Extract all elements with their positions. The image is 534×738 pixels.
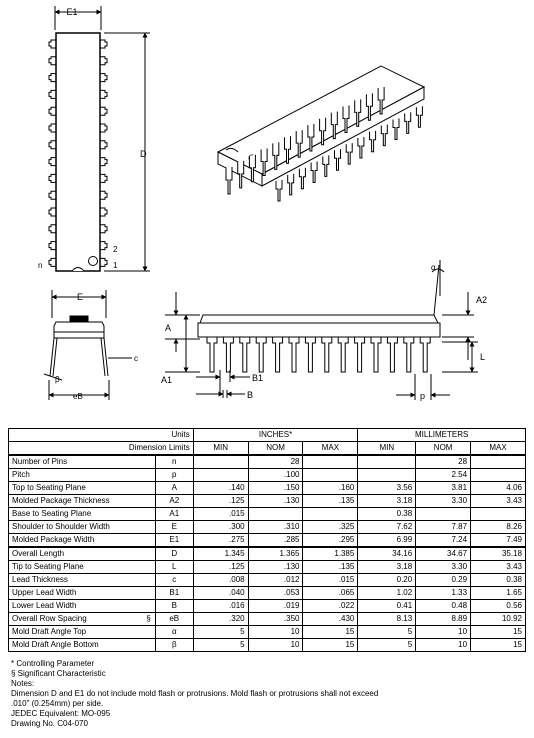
cell-mm-nom: 3.30: [416, 561, 471, 574]
pin-lead-right: [100, 90, 107, 98]
cell-mm-nom: 10: [416, 639, 471, 652]
cell-in-max: [303, 508, 358, 521]
pin-lead-left: [49, 74, 56, 82]
cell-mm-min: 7.62: [358, 521, 416, 534]
cell-mm-max: [471, 469, 526, 482]
header-dim-limits: Dimension Limits: [9, 442, 194, 456]
cell-mm-min: 3.18: [358, 561, 416, 574]
cell-in-nom: .150: [248, 482, 303, 495]
cell-in-nom: .012: [248, 574, 303, 587]
dim-c-label: c: [134, 354, 138, 363]
row-name: Base to Seating Plane: [9, 508, 156, 521]
cell-in-nom: 10: [248, 639, 303, 652]
cell-mm-max: 35.18: [471, 547, 526, 561]
cell-in-nom: .100: [248, 469, 303, 482]
cell-mm-nom: 10: [416, 626, 471, 639]
dim-eb-label: eB: [73, 392, 83, 401]
cell-in-nom: 10: [248, 626, 303, 639]
pin-lead-left: [49, 158, 56, 166]
row-name: Number of Pins: [9, 455, 156, 469]
cell-in-nom: .130: [248, 495, 303, 508]
dim-a-label: A: [165, 323, 172, 333]
cell-mm-min: 0.20: [358, 574, 416, 587]
side-pin: [223, 337, 233, 372]
row-name: Lower Lead Width: [9, 600, 156, 613]
cell-in-min: 5: [193, 626, 248, 639]
dim-b1-label: B1: [252, 373, 264, 383]
angle-beta-label: β: [55, 375, 60, 384]
row-name: Upper Lead Width: [9, 587, 156, 600]
cell-in-nom: .053: [248, 587, 303, 600]
side-pin: [305, 337, 315, 372]
side-pin: [322, 337, 332, 372]
side-pin: [207, 337, 217, 372]
cell-mm-max: [471, 455, 526, 469]
note-flash: Dimension D and E1 do not include mold flash or protrusions. Mold flash or protrusions shall not exceed: [11, 689, 379, 698]
pin-lead-right: [100, 40, 107, 48]
cell-in-min: .016: [193, 600, 248, 613]
side-view: [165, 260, 478, 400]
row-name: Molded Package Width: [9, 534, 156, 548]
pin-n-label: n: [38, 261, 43, 270]
note-significant: § Significant Characteristic: [11, 669, 106, 678]
cell-in-max: .160: [303, 482, 358, 495]
row-name: Overall Length: [9, 547, 156, 561]
row-name: Mold Draft Angle Bottom: [9, 639, 156, 652]
row-name: Tip to Seating Plane: [9, 561, 156, 574]
row-name: Lead Thickness: [9, 574, 156, 587]
cell-mm-nom: 28: [416, 455, 471, 469]
pin-lead-left: [49, 57, 56, 65]
dim-b-label: B: [247, 390, 254, 400]
cell-mm-max: 0.56: [471, 600, 526, 613]
header-mm: MILLIMETERS: [358, 429, 526, 442]
cell-in-max: .430: [303, 613, 358, 626]
cell-in-min: .125: [193, 495, 248, 508]
cell-in-min: .300: [193, 521, 248, 534]
dim-a1-label: A1: [161, 375, 173, 385]
cell-in-min: [193, 469, 248, 482]
cell-in-min: .125: [193, 561, 248, 574]
pin-2-label: 2: [113, 245, 118, 254]
row-symbol: eB: [155, 613, 193, 626]
table-row: [9, 534, 526, 548]
cell-mm-min: 5: [358, 639, 416, 652]
iso-back-pin: [405, 112, 411, 133]
iso-back-pin: [381, 125, 387, 146]
cell-in-max: [303, 455, 358, 469]
cell-in-min: .008: [193, 574, 248, 587]
row-symbol: B: [155, 600, 193, 613]
pin-lead-right: [100, 57, 107, 65]
cell-in-min: 5: [193, 639, 248, 652]
cell-in-max: 1.385: [303, 547, 358, 561]
side-pin: [338, 337, 348, 372]
header-in-max: MAX: [303, 442, 358, 456]
pin-lead-left: [49, 225, 56, 233]
note-drawing-no: Drawing No. C04-070: [11, 719, 88, 728]
row-symbol: B1: [155, 587, 193, 600]
isometric-view: [218, 66, 424, 201]
table-row: [9, 521, 526, 534]
cell-mm-min: [358, 469, 416, 482]
cell-mm-min: 3.18: [358, 495, 416, 508]
cell-in-nom: 1.365: [248, 547, 303, 561]
cell-mm-max: 3.43: [471, 561, 526, 574]
dimension-table: [8, 428, 526, 652]
cell-in-max: .135: [303, 495, 358, 508]
header-in-nom: NOM: [248, 442, 303, 456]
note-jedec: JEDEC Equivalent: MO-095: [11, 709, 111, 718]
row-name: Molded Package Thickness: [9, 495, 156, 508]
note-flash-cont: .010" (0.254mm) per side.: [11, 699, 104, 708]
pin-lead-right: [100, 208, 107, 216]
dim-p-label: p: [420, 391, 426, 401]
cell-mm-nom: 3.81: [416, 482, 471, 495]
table-row: [9, 626, 526, 639]
side-pin: [404, 337, 414, 372]
iso-back-pin: [323, 155, 329, 176]
side-pin: [273, 337, 283, 372]
pin-lead-left: [49, 124, 56, 132]
row-symbol: β: [155, 639, 193, 652]
cell-mm-nom: 3.30: [416, 495, 471, 508]
cell-mm-nom: 7.24: [416, 534, 471, 548]
cell-mm-min: 0.41: [358, 600, 416, 613]
pin-lead-left: [49, 107, 56, 115]
pin-lead-right: [100, 225, 107, 233]
row-symbol: E1: [155, 534, 193, 548]
cell-mm-nom: 0.29: [416, 574, 471, 587]
iso-back-pin: [346, 143, 352, 164]
row-name: Pitch: [9, 469, 156, 482]
table-row: [9, 600, 526, 613]
cell-in-max: .295: [303, 534, 358, 548]
pin-lead-right: [100, 74, 107, 82]
cell-mm-min: 1.02: [358, 587, 416, 600]
cell-mm-min: 3.56: [358, 482, 416, 495]
iso-back-pin: [311, 162, 317, 183]
cell-mm-nom: 0.48: [416, 600, 471, 613]
pin-lead-right: [100, 174, 107, 182]
dim-l-label: L: [480, 352, 486, 362]
pin-lead-right: [100, 258, 107, 266]
table-row: [9, 547, 526, 561]
pin-lead-left: [49, 258, 56, 266]
cell-mm-max: 15: [471, 626, 526, 639]
cell-in-max: [303, 469, 358, 482]
cell-in-max: .135: [303, 561, 358, 574]
iso-back-pin: [335, 149, 341, 170]
cell-mm-nom: 7.87: [416, 521, 471, 534]
cell-in-max: .325: [303, 521, 358, 534]
cell-in-max: .065: [303, 587, 358, 600]
pin-lead-left: [49, 40, 56, 48]
header-units: Units: [9, 429, 194, 442]
cell-mm-min: 6.99: [358, 534, 416, 548]
notes: [11, 659, 378, 729]
table-row: [9, 508, 526, 521]
pin-lead-left: [49, 90, 56, 98]
pin-lead-right: [100, 124, 107, 132]
cell-mm-nom: 34.67: [416, 547, 471, 561]
row-symbol: p: [155, 469, 193, 482]
iso-front-pin: [226, 167, 232, 194]
cell-in-min: .275: [193, 534, 248, 548]
cell-mm-max: 8.26: [471, 521, 526, 534]
cell-in-min: .320: [193, 613, 248, 626]
cell-mm-min: [358, 455, 416, 469]
row-symbol: c: [155, 574, 193, 587]
table-row: [9, 495, 526, 508]
side-pin: [420, 337, 430, 372]
note-controlling: * Controlling Parameter: [11, 659, 95, 668]
cell-in-max: 15: [303, 626, 358, 639]
cell-in-max: .022: [303, 600, 358, 613]
side-pin: [387, 337, 397, 372]
row-name: Mold Draft Angle Top: [9, 626, 156, 639]
cell-mm-max: 7.49: [471, 534, 526, 548]
cell-in-min: [193, 455, 248, 469]
side-pin: [355, 337, 365, 372]
iso-back-pin: [416, 106, 422, 127]
header-mm-nom: NOM: [416, 442, 471, 456]
cell-in-min: 1.345: [193, 547, 248, 561]
side-pin: [371, 337, 381, 372]
pin-lead-right: [100, 191, 107, 199]
row-symbol: n: [155, 455, 193, 469]
iso-back-pin: [358, 137, 364, 158]
row-symbol: E: [155, 521, 193, 534]
significant-mark: §: [146, 614, 151, 623]
side-pin: [289, 337, 299, 372]
header-inches: INCHES*: [193, 429, 358, 442]
cell-mm-max: [471, 508, 526, 521]
dim-d-label: D: [140, 149, 147, 159]
cell-mm-nom: [416, 508, 471, 521]
table-row: [9, 587, 526, 600]
cell-mm-max: 4.06: [471, 482, 526, 495]
cell-in-nom: [248, 508, 303, 521]
iso-back-pin: [393, 119, 399, 140]
pin-lead-right: [100, 141, 107, 149]
side-pin: [240, 337, 250, 372]
iso-front-pin: [238, 161, 244, 188]
cell-in-min: .140: [193, 482, 248, 495]
cell-in-nom: .019: [248, 600, 303, 613]
pin-lead-left: [49, 208, 56, 216]
cell-mm-min: 0.38: [358, 508, 416, 521]
iso-back-pin: [276, 180, 282, 201]
cell-mm-max: 15: [471, 639, 526, 652]
cell-in-nom: 28: [248, 455, 303, 469]
note-heading: Notes:: [11, 679, 35, 688]
cell-in-max: 15: [303, 639, 358, 652]
header-mm-max: MAX: [471, 442, 526, 456]
cell-in-min: .040: [193, 587, 248, 600]
cell-mm-nom: 1.33: [416, 587, 471, 600]
row-name-text: Overall Row Spacing: [12, 614, 87, 623]
table-row: [9, 455, 526, 469]
angle-alpha-label: α: [431, 263, 436, 272]
side-pin: [256, 337, 266, 372]
dim-a2-label: A2: [476, 295, 488, 305]
pin-lead-right: [100, 242, 107, 250]
cell-mm-nom: 8.89: [416, 613, 471, 626]
cell-in-nom: .130: [248, 561, 303, 574]
header-mm-min: MIN: [358, 442, 416, 456]
iso-back-pin: [288, 174, 294, 195]
cell-in-max: .015: [303, 574, 358, 587]
cell-mm-min: 8.13: [358, 613, 416, 626]
table-row: [9, 561, 526, 574]
row-symbol: A: [155, 482, 193, 495]
cell-in-min: .015: [193, 508, 248, 521]
cell-in-nom: .310: [248, 521, 303, 534]
pin-lead-left: [49, 141, 56, 149]
iso-back-pin: [299, 168, 305, 189]
table-row: [9, 574, 526, 587]
row-symbol: α: [155, 626, 193, 639]
iso-back-pin: [370, 131, 376, 152]
row-symbol: A1: [155, 508, 193, 521]
cell-mm-max: 3.43: [471, 495, 526, 508]
table-row: [9, 482, 526, 495]
row-name: Shoulder to Shoulder Width: [9, 521, 156, 534]
row-symbol: D: [155, 547, 193, 561]
pin-lead-left: [49, 174, 56, 182]
pin-lead-left: [49, 242, 56, 250]
cell-in-nom: .350: [248, 613, 303, 626]
dim-e1-label: E1: [66, 7, 78, 17]
cell-mm-min: 5: [358, 626, 416, 639]
pin-lead-right: [100, 158, 107, 166]
cell-in-nom: .285: [248, 534, 303, 548]
top-view: [49, 6, 150, 271]
table-row: [9, 613, 526, 626]
pin-lead-left: [49, 191, 56, 199]
cell-mm-nom: 2.54: [416, 469, 471, 482]
cell-mm-min: 34.16: [358, 547, 416, 561]
cell-mm-max: 10.92: [471, 613, 526, 626]
cell-mm-max: 1.65: [471, 587, 526, 600]
dim-e-label: E: [77, 292, 84, 302]
row-name: Top to Seating Plane: [9, 482, 156, 495]
row-symbol: A2: [155, 495, 193, 508]
row-name: [9, 613, 156, 626]
header-in-min: MIN: [193, 442, 248, 456]
table-row: [9, 469, 526, 482]
row-symbol: L: [155, 561, 193, 574]
cell-mm-max: 0.38: [471, 574, 526, 587]
pin-1-label: 1: [113, 261, 118, 270]
pin-lead-right: [100, 107, 107, 115]
table-row: [9, 639, 526, 652]
